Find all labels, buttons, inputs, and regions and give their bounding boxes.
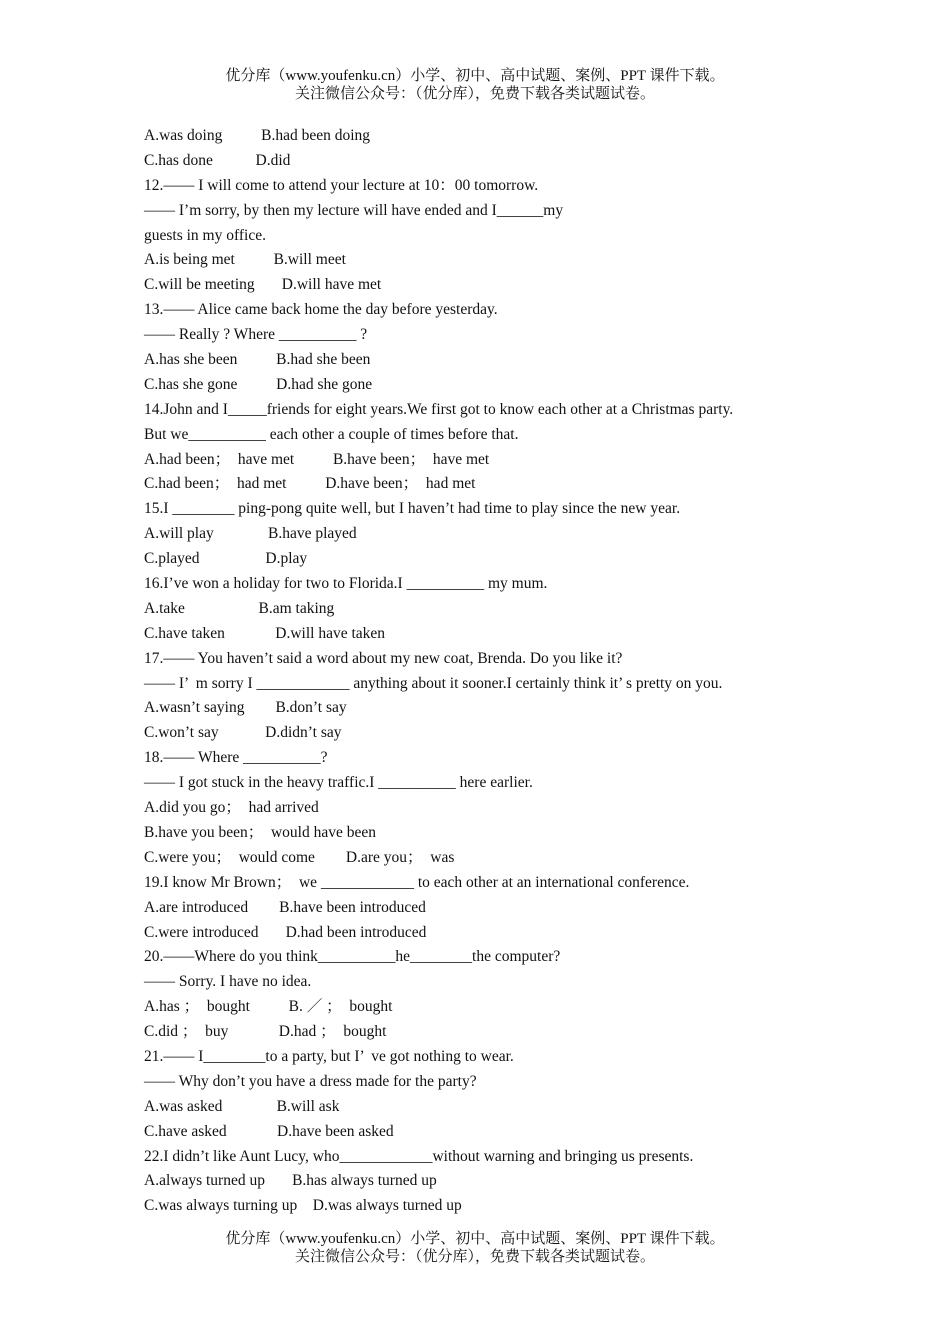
footer-line-1: 优分库（www.youfenku.cn）小学、初中、高中试题、案例、PPT 课件下载。 <box>225 1231 725 1247</box>
dialogue-line: —— I got stuck in the heavy traffic.I __________ here earlier. <box>144 774 533 792</box>
header-line-1: 优分库（www.youfenku.cn）小学、初中、高中试题、案例、PPT 课件下载。 <box>225 68 725 84</box>
question-16: 16.I’ve won a holiday for two to Florida.I __________ my mum. <box>144 575 548 593</box>
question-text-line: But we__________ each other a couple of times before that. <box>144 425 519 443</box>
option-line: A.take B.am taking <box>144 599 335 617</box>
option-line: A.was doing B.had been doing <box>144 127 371 144</box>
option-line: C.did ； buy D.had ； bought <box>144 1023 387 1041</box>
option-line: A.wasn’t saying B.don’t say <box>144 699 347 717</box>
question-19: 19.I know Mr Brown； we ____________ to each other at an international conference. <box>144 873 690 891</box>
question-21: 21.—— I________to a party, but I’ ve got nothing to wear. <box>144 1047 514 1065</box>
option-line: C.had been； had met D.have been； had met <box>144 475 476 493</box>
option-line: C.were introduced D.had been introduced <box>144 923 427 941</box>
question-20: 20.——Where do you think__________he________the computer? <box>144 948 561 966</box>
dialogue-line: —— Sorry. I have no idea. <box>144 973 312 991</box>
question-13: 13.—— Alice came back home the day before yesterday. <box>144 301 498 319</box>
footer-line-2: 关注微信公众号：（优分库），免费下载各类试题试卷。 <box>294 1249 655 1265</box>
option-line: A.has ； bought B. ／ ； bought <box>144 998 393 1016</box>
option-line: B.have you been； would have been <box>144 823 377 841</box>
page-footer <box>0 1230 950 1266</box>
option-line: C.has she gone D.had she gone <box>144 375 373 393</box>
question-14: 14.John and I_____friends for eight years.We first got to know each other at a Christmas party. <box>144 400 734 418</box>
question-17: 17.—— You haven’t said a word about my new coat, Brenda. Do you like it? <box>144 649 623 667</box>
option-line: A.has she been B.had she been <box>144 351 371 369</box>
page-header <box>0 67 950 103</box>
question-15: 15.I ________ ping-pong quite well, but I haven’t had time to play since the new year. <box>144 500 681 518</box>
option-line: C.have asked D.have been asked <box>144 1122 394 1140</box>
option-line: A.will play B.have played <box>144 525 357 543</box>
question-22: 22.I didn’t like Aunt Lucy, who____________without warning and bringing us presents. <box>144 1147 694 1165</box>
dialogue-line: —— I’ m sorry I ____________ anything about it sooner.I certainly think it’ s pretty on you. <box>144 674 723 692</box>
question-12: 12.—— I will come to attend your lecture at 10：00 tomorrow. <box>144 176 539 194</box>
document-body <box>144 124 824 1219</box>
option-line: A.is being met B.will meet <box>144 251 346 269</box>
dialogue-line: —— Why don’t you have a dress made for the party? <box>144 1072 477 1090</box>
dialogue-line: —— Really ? Where __________ ? <box>144 326 368 344</box>
option-line: C.have taken D.will have taken <box>144 624 386 642</box>
option-line: C.was always turning up D.was always turned up <box>144 1197 462 1215</box>
option-line: C.played D.play <box>144 550 308 568</box>
option-line: A.always turned up B.has always turned up <box>144 1172 437 1190</box>
option-line: C.were you； would come D.are you； was <box>144 848 455 866</box>
option-line: C.has done D.did <box>144 151 291 169</box>
question-18: 18.—— Where __________? <box>144 749 328 767</box>
option-line: A.did you go； had arrived <box>144 799 319 817</box>
option-line: A.was asked B.will ask <box>144 1097 340 1115</box>
option-line: C.won’t say D.didn’t say <box>144 724 342 742</box>
header-line-2: 关注微信公众号：（优分库），免费下载各类试题试卷。 <box>294 86 655 102</box>
option-line: A.had been； have met B.have been； have met <box>144 450 490 468</box>
option-line: C.will be meeting D.will have met <box>144 276 382 294</box>
dialogue-line: —— I’m sorry, by then my lecture will have ended and I______my <box>144 201 564 219</box>
dialogue-line: guests in my office. <box>144 226 266 244</box>
option-line: A.are introduced B.have been introduced <box>144 898 426 916</box>
